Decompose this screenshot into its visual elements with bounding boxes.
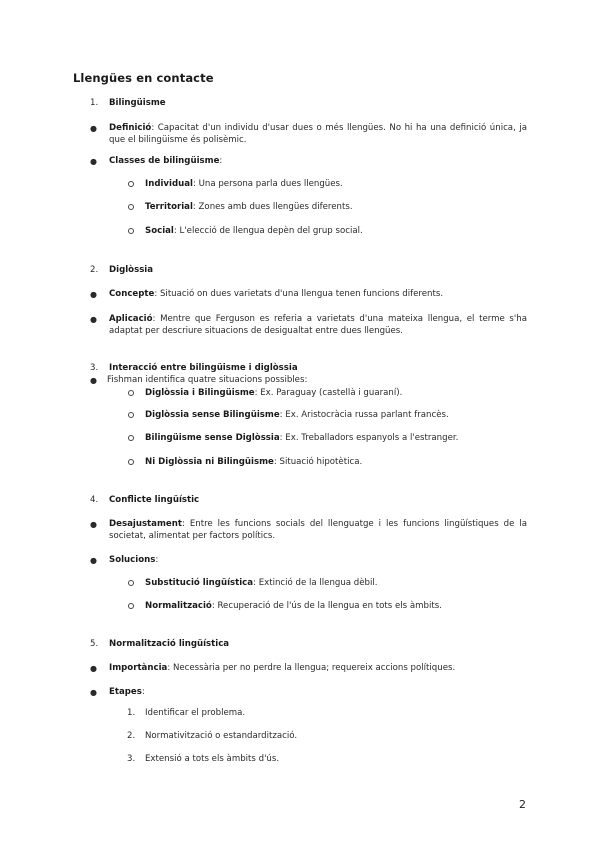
circle-bullet-icon — [128, 603, 134, 609]
circle-bullet-icon — [128, 459, 134, 465]
list-item: Importància: Necessària per no perdre la llengua; requereix accions polítiques. — [109, 663, 456, 673]
list-item: Fishman identifica quatre situacions possibles: — [107, 375, 308, 385]
list-item: Etapes: — [109, 687, 145, 697]
section-number: 2. — [90, 265, 99, 275]
step-item: Extensió a tots els àmbits d'ús. — [145, 754, 280, 764]
bullet-icon: ● — [90, 688, 97, 697]
list-subitem: Territorial: Zones amb dues llengües diferents. — [145, 202, 353, 212]
list-subitem: Individual: Una persona parla dues llengües. — [145, 179, 343, 189]
page-number: 2 — [519, 798, 526, 811]
list-subitem: Diglòssia i Bilingüisme: Ex. Paraguay (castellà i guaraní). — [145, 388, 403, 398]
section-heading: Bilingüisme — [109, 98, 166, 108]
bullet-icon: ● — [90, 556, 97, 565]
list-subitem: Substitució lingüística: Extinció de la llengua dèbil. — [145, 578, 378, 588]
bullet-icon: ● — [90, 315, 97, 324]
section-heading: Interacció entre bilingüisme i diglòssia — [109, 363, 298, 373]
list-subitem: Ni Diglòssia ni Bilingüisme: Situació hipotètica. — [145, 457, 363, 467]
bullet-icon: ● — [90, 124, 97, 133]
section-number: 1. — [90, 98, 99, 108]
bullet-icon: ● — [90, 664, 97, 673]
bullet-icon: ● — [90, 290, 97, 299]
bullet-icon: ● — [90, 157, 97, 166]
circle-bullet-icon — [128, 580, 134, 586]
step-number: 3. — [127, 754, 136, 764]
circle-bullet-icon — [128, 412, 134, 418]
list-item: Concepte: Situació on dues varietats d'una llengua tenen funcions diferents. — [109, 289, 444, 299]
circle-bullet-icon — [128, 181, 134, 187]
list-item: Definició: Capacitat d'un individu d'usar dues o més llengües. No hi ha una definició única, ja que el bilingüisme és polisèmic. — [109, 123, 527, 145]
section-heading: Normalització lingüística — [109, 639, 230, 649]
step-item: Normativització o estandardització. — [145, 731, 298, 741]
list-subitem: Social: L'elecció de llengua depèn del grup social. — [145, 226, 363, 236]
step-number: 2. — [127, 731, 136, 741]
section-heading: Diglòssia — [109, 265, 154, 275]
list-item: Classes de bilingüisme: — [109, 156, 223, 166]
section-number: 4. — [90, 495, 99, 505]
section-heading: Conflicte lingüístic — [109, 495, 200, 505]
circle-bullet-icon — [128, 204, 134, 210]
step-number: 1. — [127, 708, 136, 718]
list-item: Solucions: — [109, 555, 159, 565]
list-item: Aplicació: Mentre que Ferguson es referia a varietats d'una mateixa llengua, el terme s'ha adaptat per descriure situacions de desigualtat entre dues llengües. — [109, 314, 527, 336]
circle-bullet-icon — [128, 435, 134, 441]
list-subitem: Normalització: Recuperació de l'ús de la llengua en tots els àmbits. — [145, 601, 442, 611]
section-number: 3. — [90, 363, 99, 373]
circle-bullet-icon — [128, 228, 134, 234]
list-subitem: Diglòssia sense Bilingüisme: Ex. Aristocràcia russa parlant francès. — [145, 410, 449, 420]
step-item: Identificar el problema. — [145, 708, 246, 718]
list-item: Desajustament: Entre les funcions socials del llenguatge i les funcions lingüístiques de la societat, alimentat per factors polítics. — [109, 519, 527, 541]
section-number: 5. — [90, 639, 99, 649]
circle-bullet-icon — [128, 390, 134, 396]
list-subitem: Bilingüisme sense Diglòssia: Ex. Treballadors espanyols a l'estranger. — [145, 433, 459, 443]
bullet-icon: ● — [90, 376, 97, 385]
bullet-icon: ● — [90, 520, 97, 529]
document-title: Llengües en contacte — [73, 71, 214, 85]
